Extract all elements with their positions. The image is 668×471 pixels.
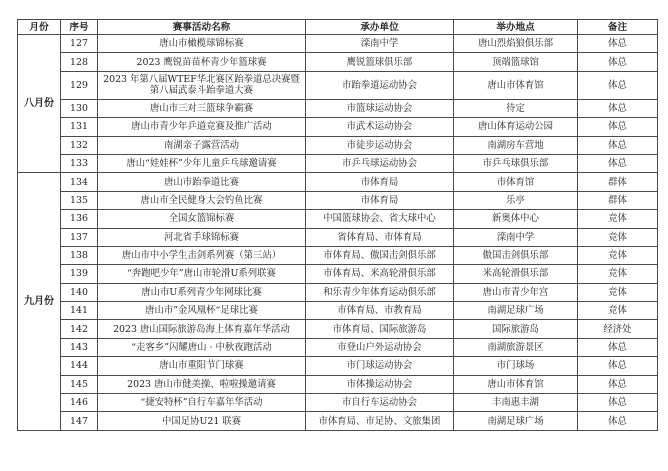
seq-cell: 143: [61, 338, 98, 356]
event-name-cell: “奔跑吧少年”唐山市轮滑U系列联赛: [98, 265, 306, 283]
venue-cell: 市体育馆: [454, 173, 578, 191]
header-org: 承办单位: [306, 20, 454, 35]
table-row: [18, 375, 658, 393]
header-month: 月份: [18, 20, 61, 35]
note-cell: 竞体: [578, 283, 658, 301]
table-row: [18, 173, 658, 191]
event-name-cell: 南湖亲子露营活动: [98, 136, 306, 154]
table-row: [18, 99, 658, 117]
table-row: [18, 283, 658, 301]
event-name-cell: 唐山市全民健身大会钓鱼比赛: [98, 191, 306, 209]
seq-cell: 144: [61, 357, 98, 375]
venue-cell: 丰南惠丰湖: [454, 394, 578, 412]
venue-cell: 唐山体育运动公园: [454, 118, 578, 136]
organizer-cell: 市体操运动协会: [306, 375, 454, 393]
venue-cell: 南湖房车营地: [454, 136, 578, 154]
organizer-cell: 市门球运动协会: [306, 357, 454, 375]
note-cell: 体总: [578, 394, 658, 412]
organizer-cell: 市跆拳道运动协会: [306, 71, 454, 99]
venue-cell: 待定: [454, 99, 578, 117]
event-name-cell: 全国女篮锦标赛: [98, 210, 306, 228]
seq-cell: 128: [61, 53, 98, 71]
table-row: [18, 71, 658, 99]
header-seq: 序号: [61, 20, 98, 35]
venue-cell: 南湖足球广场: [454, 412, 578, 430]
note-cell: 体总: [578, 118, 658, 136]
venue-cell: 傲国击剑俱乐部: [454, 246, 578, 264]
venue-cell: 唐山市青少年宫: [454, 283, 578, 301]
venue-cell: 南湖旅游景区: [454, 338, 578, 356]
seq-cell: 140: [61, 283, 98, 301]
seq-cell: 137: [61, 228, 98, 246]
organizer-cell: 鹰锐篮球俱乐部: [306, 53, 454, 71]
table-row: [18, 136, 658, 154]
note-cell: 体总: [578, 338, 658, 356]
note-cell: 体总: [578, 53, 658, 71]
seq-cell: 131: [61, 118, 98, 136]
organizer-cell: 市体育局、米高轮滑俱乐部: [306, 265, 454, 283]
organizer-cell: 市体育局、市教育局: [306, 302, 454, 320]
seq-cell: 147: [61, 412, 98, 430]
venue-cell: 唐山市体育馆: [454, 375, 578, 393]
note-cell: 体总: [578, 35, 658, 53]
event-name-cell: “走客乡”闪耀唐山 · 中秋夜跑活动: [98, 338, 306, 356]
event-schedule-table: [17, 19, 658, 431]
table-row: [18, 320, 658, 338]
seq-cell: 136: [61, 210, 98, 228]
table-row: [18, 265, 658, 283]
table-row: [18, 246, 658, 264]
event-name-cell: 唐山“娃娃杯”少年儿童乒乓球邀请赛: [98, 154, 306, 172]
note-cell: 体总: [578, 375, 658, 393]
event-name-cell: 唐山市”金风凰杯“足球比赛: [98, 302, 306, 320]
seq-cell: 129: [61, 71, 98, 99]
event-name-cell: 唐山市U系列青少年网球比赛: [98, 283, 306, 301]
month-cell: 八月份: [18, 35, 61, 173]
month-cell: 九月份: [18, 173, 61, 430]
seq-cell: 127: [61, 35, 98, 53]
note-cell: 群体: [578, 173, 658, 191]
table-row: [18, 118, 658, 136]
table-row: [18, 154, 658, 172]
seq-cell: 135: [61, 191, 98, 209]
note-cell: 竞体: [578, 210, 658, 228]
event-name-cell: 中国足协U21 联赛: [98, 412, 306, 430]
seq-cell: 133: [61, 154, 98, 172]
event-name-cell: 唐山市重阳节门球赛: [98, 357, 306, 375]
event-name-cell: 河北省手球锦标赛: [98, 228, 306, 246]
note-cell: 竞体: [578, 246, 658, 264]
table-row: [18, 394, 658, 412]
venue-cell: 唐山烈焰狼俱乐部: [454, 35, 578, 53]
organizer-cell: 市体育局、傲国击剑俱乐部: [306, 246, 454, 264]
event-name-cell: 唐山市青少年乒道竞赛及推广活动: [98, 118, 306, 136]
venue-cell: 市乒乓球俱乐部: [454, 154, 578, 172]
table-row: [18, 228, 658, 246]
table-row: [18, 302, 658, 320]
event-name-cell: 唐山市跆拳道比赛: [98, 173, 306, 191]
table-row: [18, 210, 658, 228]
venue-cell: 滦南中学: [454, 228, 578, 246]
note-cell: 竞体: [578, 302, 658, 320]
table-row: [18, 412, 658, 430]
note-cell: 竞体: [578, 228, 658, 246]
organizer-cell: 市体育局、国际旅游岛: [306, 320, 454, 338]
event-name-cell: 2023 唐山国际旅游岛海上体育嘉年华活动: [98, 320, 306, 338]
header-row: [18, 20, 658, 35]
organizer-cell: 市体育局、市足协、文旅集团: [306, 412, 454, 430]
venue-cell: 顶端篮球馆: [454, 53, 578, 71]
event-name-cell: 2023 鹰锐苗苗杯青少年篮球赛: [98, 53, 306, 71]
seq-cell: 138: [61, 246, 98, 264]
venue-cell: 新奥体中心: [454, 210, 578, 228]
table-row: [18, 338, 658, 356]
note-cell: 体总: [578, 136, 658, 154]
event-name-cell: 2023 年第八届WTEF华北赛区跆拳道总决赛暨第八届武泰斗跆拳道大赛: [98, 71, 306, 99]
organizer-cell: 市乒乓球运动协会: [306, 154, 454, 172]
note-cell: 群体: [578, 191, 658, 209]
note-cell: 体总: [578, 412, 658, 430]
table-body: [18, 35, 658, 431]
organizer-cell: 市篮球运动协会: [306, 99, 454, 117]
header-name: 赛事活动名称: [98, 20, 306, 35]
event-name-cell: 唐山市三对三篮球争霸赛: [98, 99, 306, 117]
seq-cell: 132: [61, 136, 98, 154]
note-cell: 体总: [578, 154, 658, 172]
seq-cell: 134: [61, 173, 98, 191]
table-row: [18, 53, 658, 71]
organizer-cell: 市登山户外运动协会: [306, 338, 454, 356]
table-row: [18, 357, 658, 375]
organizer-cell: 市体育局: [306, 173, 454, 191]
venue-cell: 市门球场: [454, 357, 578, 375]
note-cell: 体总: [578, 71, 658, 99]
event-name-cell: 2023 唐山市健美操、啦啦操邀请赛: [98, 375, 306, 393]
event-schedule-sheet: [17, 19, 657, 431]
table-row: [18, 191, 658, 209]
seq-cell: 130: [61, 99, 98, 117]
venue-cell: 米高轮滑俱乐部: [454, 265, 578, 283]
seq-cell: 146: [61, 394, 98, 412]
note-cell: 竞体: [578, 265, 658, 283]
venue-cell: 乐亭: [454, 191, 578, 209]
organizer-cell: 省体育局、市体育局: [306, 228, 454, 246]
venue-cell: 南湖足球广场: [454, 302, 578, 320]
organizer-cell: 市自行车运动协会: [306, 394, 454, 412]
note-cell: 体总: [578, 99, 658, 117]
organizer-cell: 市武术运动协会: [306, 118, 454, 136]
event-name-cell: 唐山市橄榄球锦标赛: [98, 35, 306, 53]
organizer-cell: 和乐青少年体育运动俱乐部: [306, 283, 454, 301]
seq-cell: 141: [61, 302, 98, 320]
seq-cell: 142: [61, 320, 98, 338]
seq-cell: 145: [61, 375, 98, 393]
event-name-cell: 唐山市中小学生击剑系列赛（第三站）: [98, 246, 306, 264]
note-cell: 经济处: [578, 320, 658, 338]
seq-cell: 139: [61, 265, 98, 283]
venue-cell: 国际旅游岛: [454, 320, 578, 338]
organizer-cell: 市体育局: [306, 191, 454, 209]
table-row: [18, 35, 658, 53]
organizer-cell: 中国篮球协会、省大球中心: [306, 210, 454, 228]
header-note: 备注: [578, 20, 658, 35]
organizer-cell: 市徒步运动协会: [306, 136, 454, 154]
header-venue: 举办地点: [454, 20, 578, 35]
note-cell: 体总: [578, 357, 658, 375]
venue-cell: 唐山市体育馆: [454, 71, 578, 99]
organizer-cell: 滦南中学: [306, 35, 454, 53]
event-name-cell: “捷安特杯”自行车嘉年华活动: [98, 394, 306, 412]
